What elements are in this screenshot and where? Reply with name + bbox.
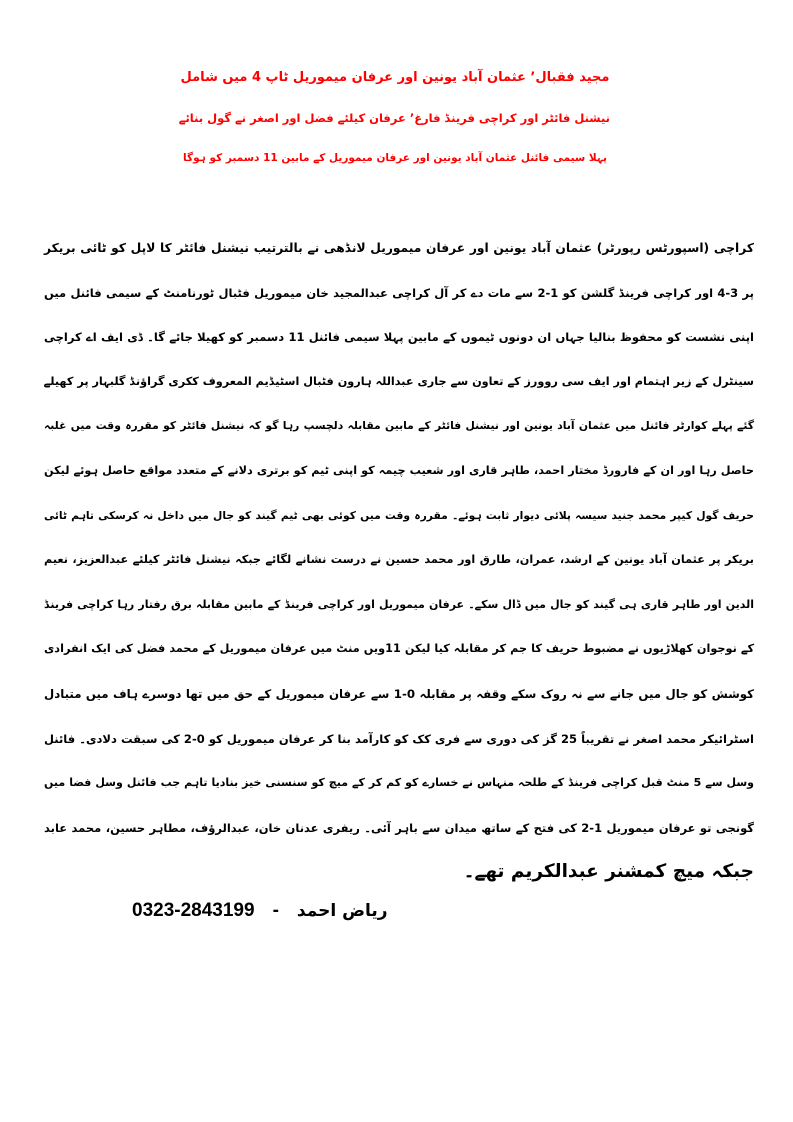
article-line: حاصل رہا اور ان کے فارورڈ مختار احمد، طاہر قاری اور شعیب چیمہ کو اپنی ٹیم کو برتری دلانے کے متعدد مواقع حاصل ہوئے لیکن [44, 463, 754, 477]
subheadline-line: نیشنل فائٹر اور کراچی فرینڈ فارغ٬ عرفان کیلئے فضل اور اصغر نے گول بنائے [178, 111, 610, 125]
article-line: اسٹرائیکر محمد اصغر نے تقریباً 25 گز کی دوری سے فری کک کو کارآمد بنا کر عرفان میموریل کو 0-2 کی سبقت دلادی۔ فائنل [44, 731, 754, 746]
reporter-phone: 0323-2843199 [132, 900, 255, 921]
article-line: جبکہ میچ کمشنر عبدالکریم تھے۔ [463, 861, 754, 883]
article-line: کراچی (اسپورٹس رپورٹر) عثمان آباد یونین اور عرفان میموریل لانڈھی نے بالترتیب نیشنل فائٹر کا لاپل کو ٹائی بریکر [44, 241, 754, 255]
article-body [44, 226, 754, 895]
article-line: کوشش کو جال میں جانے سے نہ روک سکے وقفہ پر مقابلہ 0-1 سے عرفان میموریل کے حق میں تھا دوسرے ہاف میں متبادل [44, 686, 754, 701]
subheadline-line: پہلا سیمی فائنل عثمان آباد یونین اور عرفان میموریل کے مابین 11 دسمبر کو ہوگا [183, 152, 607, 164]
article-line: کے نوجوان کھلاڑیوں نے مضبوط حریف کا جم کر مقابلہ کیا لیکن 11ویں منٹ میں عرفان میموریل کے محمد فضل کی ایک انفرادی [44, 642, 754, 656]
article-line: پر 3-4 اور کراچی فرینڈ گلشن کو 1-2 سے مات دے کر آل کراچی عبدالمجید خان میموریل فٹبال ٹورنامنٹ کے سیمی فائنل میں [44, 285, 754, 300]
article-line: بریکر پر عثمان آباد یونین کے ارشد، عمران، طارق اور محمد حسین نے درست نشانے لگائے جبکہ نیشنل فائٹر کیلئے عبدالعزیز، نعیم [44, 553, 754, 567]
byline-separator: - [272, 900, 279, 921]
article-line: الدین اور طاہر قاری ہی گیند کو جال میں ڈال سکے۔ عرفان میموریل اور کراچی فرینڈ کے مابین مقابلہ برق رفتار رہا کراچی فرینڈ [44, 597, 754, 611]
headline-block [180, 58, 610, 178]
article-line: گئے پہلے کوارٹر فائنل میں عثمان آباد یونین اور نیشنل فائٹر کے مابین مقابلہ دلچسپ رہا گو کہ نیشنل فائٹر کو مقررہ وقت میں غلبہ [44, 419, 754, 433]
byline [132, 900, 388, 922]
article-line: وسل سے 5 منٹ قبل کراچی فرینڈ کے طلحہ منہاس نے خسارے کو کم کر کے میچ کو سنسنی خیز بنادیا تاہم جب فائنل وسل فضا میں [44, 776, 754, 790]
article-line: گونجی تو عرفان میموریل 1-2 کی فتح کے ساتھ میدان سے باہر آئی۔ ریفری عدنان خان، عبدالرؤف، مطاہر حسین، محمد عابد [44, 820, 754, 835]
reporter-name: ریاض احمد [296, 901, 388, 921]
headline-line: مجید فقبال٬ عثمان آباد یونین اور عرفان میموریل ٹاپ 4 میں شامل [180, 70, 610, 85]
article-line: حریف گول کیپر محمد جنید سیسہ پلائی دیوار ثابت ہوئے۔ مقررہ وقت میں کوئی بھی ٹیم گیند کو جال میں داخل نہ کرسکی تاہم ٹائی [44, 508, 754, 522]
article-line: سینٹرل کے زیر اہتمام اور ایف سی روورز کے تعاون سے جاری عبداللہ ہارون فٹبال اسٹیڈیم المعروف ککری گراؤنڈ گلبہار پر کھیلے [43, 374, 754, 388]
article-line: اپنی نشست کو محفوظ بنالیا جہاں ان دونوں ٹیموں کے مابین پہلا سیمی فائنل 11 دسمبر کو کھیلا جائے گا۔ ڈی ایف اے کراچی [44, 330, 754, 345]
